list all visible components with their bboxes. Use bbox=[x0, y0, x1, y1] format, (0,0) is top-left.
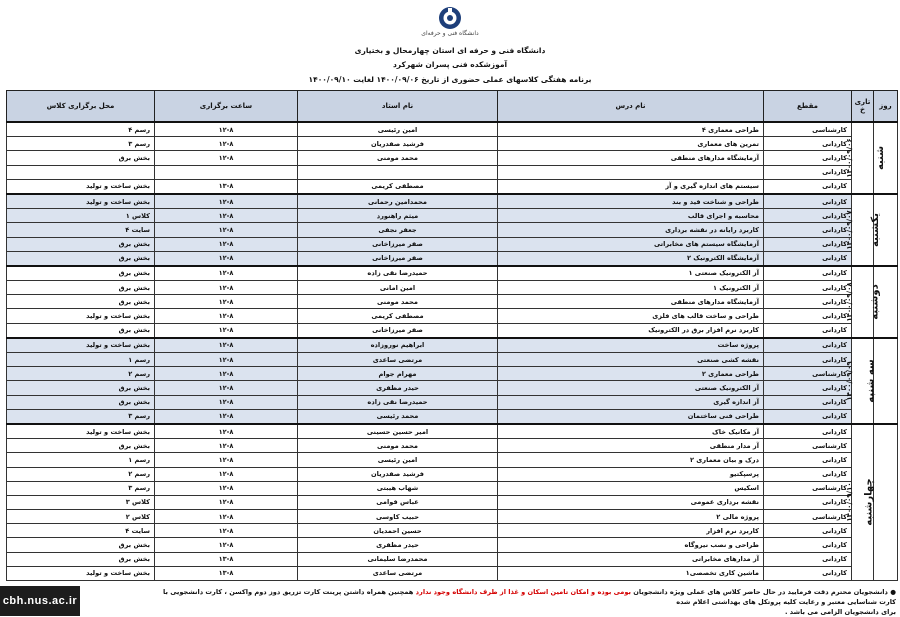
col-header-course: نام درس bbox=[498, 91, 764, 123]
cell-course bbox=[498, 165, 764, 179]
col-header-professor: نام استاد bbox=[298, 91, 498, 123]
cell-grade: کاردانی bbox=[764, 424, 852, 439]
cell-time: ۱۲-۸ bbox=[155, 237, 298, 251]
cell-time: ۱۲-۸ bbox=[155, 137, 298, 151]
cell-time: ۱۲-۸ bbox=[155, 209, 298, 223]
cell-time: ۱۲-۸ bbox=[155, 395, 298, 409]
footer-note bbox=[150, 587, 896, 617]
col-header-day: روز bbox=[874, 91, 898, 123]
col-header-grade: مقطع bbox=[764, 91, 852, 123]
table-row bbox=[7, 179, 898, 194]
cell-place: بخش ساخت و تولید bbox=[7, 194, 155, 209]
cell-course: آزمایشگاه الکترونیک ۲ bbox=[498, 251, 764, 266]
table-row bbox=[7, 151, 898, 165]
cell-grade: کارشناسی bbox=[764, 510, 852, 524]
cell-professor: محمد مومنی bbox=[298, 439, 498, 453]
cell-course: پروژه مالی ۲ bbox=[498, 510, 764, 524]
cell-professor: محمدامین رحمانی bbox=[298, 194, 498, 209]
table-row bbox=[7, 538, 898, 552]
table-row bbox=[7, 122, 898, 137]
cell-course: طراحی معماری ۲ bbox=[498, 367, 764, 381]
cell-time: ۱۲-۸ bbox=[155, 381, 298, 395]
cell-course: نقشه کشی صنعتی bbox=[498, 353, 764, 367]
cell-professor: حسین احمدیان bbox=[298, 524, 498, 538]
cell-grade: کاردانی bbox=[764, 151, 852, 165]
cell-place: بخش برق bbox=[7, 323, 155, 338]
cell-professor: امین امانی bbox=[298, 281, 498, 295]
date-label: ۱۴۰۰/۰۹/۰۸ bbox=[845, 282, 854, 322]
table-row bbox=[7, 453, 898, 467]
site-watermark[interactable]: cbh.nus.ac.ir bbox=[0, 586, 80, 616]
cell-place: بخش برق bbox=[7, 237, 155, 251]
cell-time: ۱۳-۸ bbox=[155, 552, 298, 566]
cell-grade: کاردانی bbox=[764, 251, 852, 266]
table-row bbox=[7, 266, 898, 281]
cell-place: کلاس ۳ bbox=[7, 495, 155, 509]
cell-grade: کاردانی bbox=[764, 538, 852, 552]
cell-time: ۱۲-۸ bbox=[155, 295, 298, 309]
cell-professor: مهرام جوام bbox=[298, 367, 498, 381]
table-row bbox=[7, 209, 898, 223]
cell-course: آز مدار منطقی bbox=[498, 439, 764, 453]
cell-time: ۱۲-۸ bbox=[155, 495, 298, 509]
day-label: دوشنبه bbox=[869, 284, 881, 320]
cell-time: ۱۲-۸ bbox=[155, 353, 298, 367]
cell-grade: کارشناسی bbox=[764, 439, 852, 453]
cell-course: کاربرد نرم افزار bbox=[498, 524, 764, 538]
cell-professor: محمدرضا سلیمانی bbox=[298, 552, 498, 566]
cell-place: بخش برق bbox=[7, 381, 155, 395]
cell-time: ۱۲-۸ bbox=[155, 439, 298, 453]
cell-professor: فرشید صفدریان bbox=[298, 137, 498, 151]
cell-course: طراحی معماری ۴ bbox=[498, 122, 764, 137]
table-row bbox=[7, 165, 898, 179]
cell-place: کلاس ۲ bbox=[7, 510, 155, 524]
day-cell bbox=[870, 194, 898, 266]
cell-course: سیستم های اندازه گیری و آز bbox=[498, 179, 764, 194]
cell-grade: کارشناسی bbox=[764, 122, 852, 137]
cell-place: بخش ساخت و تولید bbox=[7, 179, 155, 194]
cell-course: آز الکترونیک ۱ bbox=[498, 281, 764, 295]
cell-place: سایت ۴ bbox=[7, 524, 155, 538]
day-cell bbox=[863, 424, 898, 581]
cell-course: اسکیس bbox=[498, 481, 764, 495]
cell-time: ۱۲-۸ bbox=[155, 281, 298, 295]
cell-professor: محمد مومنی bbox=[298, 295, 498, 309]
cell-professor: میثم راهنورد bbox=[298, 209, 498, 223]
cell-grade: کاردانی bbox=[764, 495, 852, 509]
cell-course: آز الکترونیک صنعتی bbox=[498, 381, 764, 395]
cell-place: بخش برق bbox=[7, 395, 155, 409]
cell-place: رسم ۲ bbox=[7, 367, 155, 381]
document-header bbox=[0, 0, 900, 90]
table-row bbox=[7, 237, 898, 251]
cell-time: ۱۲-۸ bbox=[155, 194, 298, 209]
cell-course: نقشه برداری عمومی bbox=[498, 495, 764, 509]
date-label: ۱۴۰۰/۰۹/۰۷ bbox=[845, 210, 854, 250]
cell-grade: کاردانی bbox=[764, 453, 852, 467]
cell-course: کاربرد رایانه در نقشه برداری bbox=[498, 223, 764, 237]
table-row bbox=[7, 367, 898, 381]
cell-grade: کاردانی bbox=[764, 552, 852, 566]
cell-professor: امین رئیسی bbox=[298, 453, 498, 467]
cell-course: آزمایشگاه سیستم های مخابراتی bbox=[498, 237, 764, 251]
cell-professor: صفر میرزاخانی bbox=[298, 251, 498, 266]
cell-grade: کاردانی bbox=[764, 266, 852, 281]
date-label: ۱۴۰۰/۰۹/۰۹ bbox=[845, 361, 854, 401]
cell-professor: حمیدرضا نقی زاده bbox=[298, 395, 498, 409]
cell-time: ۱۲-۸ bbox=[155, 251, 298, 266]
cell-course: آز اندازه گیری bbox=[498, 395, 764, 409]
cell-time: ۱۲-۸ bbox=[155, 309, 298, 323]
cell-place: بخش برق bbox=[7, 538, 155, 552]
table-row bbox=[7, 137, 898, 151]
cell-time: ۱۲-۸ bbox=[155, 223, 298, 237]
cell-grade: کاردانی bbox=[764, 209, 852, 223]
header-university: دانشگاه فنی و حرفه ای استان چهارمحال و بختیاری bbox=[354, 46, 546, 55]
cell-place: بخش ساخت و تولید bbox=[7, 566, 155, 580]
cell-course: آز مدارهای مخابراتی bbox=[498, 552, 764, 566]
table-row bbox=[7, 395, 898, 409]
table-row bbox=[7, 309, 898, 323]
footer-note-c: برای دانشجویان الزامی می باشد . bbox=[784, 608, 896, 616]
cell-time: ۱۲-۸ bbox=[155, 467, 298, 481]
day-label: سه شنبه bbox=[865, 359, 877, 403]
cell-place: سایت ۴ bbox=[7, 223, 155, 237]
table-row bbox=[7, 295, 898, 309]
table-row bbox=[7, 552, 898, 566]
header-school: آموزشکده فنی پسران شهرکرد bbox=[392, 60, 508, 69]
cell-place: بخش برق bbox=[7, 295, 155, 309]
cell-professor: فرشید صفدریان bbox=[298, 467, 498, 481]
cell-time: ۱۲-۸ bbox=[155, 338, 298, 353]
table-row bbox=[7, 409, 898, 424]
cell-grade: کاردانی bbox=[764, 381, 852, 395]
cell-professor: صفر میرزاخانی bbox=[298, 323, 498, 338]
cell-course: محاسبه و اجرای قالب bbox=[498, 209, 764, 223]
table-header-row bbox=[7, 91, 898, 123]
cell-grade: کاردانی bbox=[764, 237, 852, 251]
cell-time: ۱۲-۸ bbox=[155, 367, 298, 381]
cell-professor bbox=[298, 165, 498, 179]
table-row bbox=[7, 251, 898, 266]
cell-place: بخش برق bbox=[7, 251, 155, 266]
cell-course: طراحی و ساخت قالب های فلزی bbox=[498, 309, 764, 323]
cell-place: رسم ۳ bbox=[7, 137, 155, 151]
cell-time: ۱۲-۸ bbox=[155, 122, 298, 137]
cell-course: آز مکانیک خاک bbox=[498, 424, 764, 439]
cell-course: تمرین های معماری bbox=[498, 137, 764, 151]
cell-place: بخش ساخت و تولید bbox=[7, 309, 155, 323]
cell-place: بخش برق bbox=[7, 266, 155, 281]
cell-professor: مصطفی کریمی bbox=[298, 179, 498, 194]
day-label: شنبه bbox=[874, 145, 886, 170]
cell-place: رسم ۳ bbox=[7, 481, 155, 495]
cell-place bbox=[7, 165, 155, 179]
cell-grade: کاردانی bbox=[764, 395, 852, 409]
day-cell bbox=[869, 266, 898, 338]
cell-professor: مرتضی ساعدی bbox=[298, 353, 498, 367]
cell-grade: کاردانی bbox=[764, 281, 852, 295]
header-schedule-title: برنامه هفتگی کلاسهای عملی حضوری از تاریخ ۱۴۰۰/۰۹/۰۶ لغایت ۱۴۰۰/۰۹/۱۰ bbox=[308, 75, 592, 84]
cell-course: طراحی فنی ساختمان bbox=[498, 409, 764, 424]
col-header-time: ساعت برگزاری bbox=[155, 91, 298, 123]
cell-professor: امین رئیسی bbox=[298, 122, 498, 137]
cell-time: ۱۲-۸ bbox=[155, 453, 298, 467]
cell-place: کلاس ۱ bbox=[7, 209, 155, 223]
cell-course: پروژه ساخت bbox=[498, 338, 764, 353]
cell-professor: حیدر مظفری bbox=[298, 381, 498, 395]
date-label: ۱۴۰۰/۰۹/۱۰ bbox=[845, 482, 854, 523]
logo-caption: دانشگاه فنی و حرفه‌ای bbox=[421, 30, 479, 37]
cell-course: کاربرد نرم افزار برق در الکترونیک bbox=[498, 323, 764, 338]
col-header-place: محل برگزاری کلاس bbox=[7, 91, 155, 123]
cell-place: بخش برق bbox=[7, 281, 155, 295]
table-row bbox=[7, 281, 898, 295]
cell-place: رسم ۱ bbox=[7, 353, 155, 367]
table-row bbox=[7, 223, 898, 237]
cell-place: بخش برق bbox=[7, 439, 155, 453]
cell-course: طراحی و نصب نیروگاه bbox=[498, 538, 764, 552]
cell-course: پرسپکتیو bbox=[498, 467, 764, 481]
day-label: چهارشنبه bbox=[863, 478, 875, 527]
cell-grade: کاردانی bbox=[764, 295, 852, 309]
cell-grade: کاردانی bbox=[764, 323, 852, 338]
date-label: ۱۴۰۰/۰۹/۰۶ bbox=[845, 138, 854, 178]
cell-grade: کاردانی bbox=[764, 194, 852, 209]
col-header-date: تاری خ bbox=[852, 91, 874, 123]
day-cell bbox=[865, 338, 898, 424]
cell-time bbox=[155, 165, 298, 179]
cell-time: ۱۲-۸ bbox=[155, 510, 298, 524]
table-row bbox=[7, 381, 898, 395]
cell-place: رسم ۲ bbox=[7, 467, 155, 481]
cell-professor: صفر میرزاخانی bbox=[298, 237, 498, 251]
cell-place: بخش ساخت و تولید bbox=[7, 338, 155, 353]
cell-professor: امیر حسین حسینی bbox=[298, 424, 498, 439]
table-row bbox=[7, 510, 898, 524]
cell-course: آزمایشگاه مدارهای منطقی bbox=[498, 295, 764, 309]
day-label: یکشنبه bbox=[870, 212, 882, 247]
cell-professor: حبیب کاوسی bbox=[298, 510, 498, 524]
cell-place: بخش برق bbox=[7, 151, 155, 165]
cell-professor: مصطفی کریمی bbox=[298, 309, 498, 323]
cell-grade: کاردانی bbox=[764, 353, 852, 367]
table-row bbox=[7, 566, 898, 580]
cell-grade: کاردانی bbox=[764, 566, 852, 580]
table-row bbox=[7, 353, 898, 367]
table-row bbox=[7, 467, 898, 481]
cell-professor: شهاب هیبتی bbox=[298, 481, 498, 495]
cell-professor: حمیدرضا نقی زاده bbox=[298, 266, 498, 281]
table-row bbox=[7, 495, 898, 509]
table-row bbox=[7, 338, 898, 353]
table-row bbox=[7, 323, 898, 338]
cell-professor: محمد مومنی bbox=[298, 151, 498, 165]
table-row bbox=[7, 194, 898, 209]
cell-time: ۱۲-۸ bbox=[155, 266, 298, 281]
table-row bbox=[7, 481, 898, 495]
cell-grade: کاردانی bbox=[764, 309, 852, 323]
cell-grade: کاردانی bbox=[764, 409, 852, 424]
cell-place: بخش برق bbox=[7, 552, 155, 566]
cell-time: ۱۲-۸ bbox=[155, 323, 298, 338]
cell-grade: کاردانی bbox=[764, 223, 852, 237]
cell-professor: جعفر نجفی bbox=[298, 223, 498, 237]
schedule-table bbox=[6, 90, 898, 581]
cell-grade: کارشناسی bbox=[764, 481, 852, 495]
cell-course: طراحی و شناخت قید و بند bbox=[498, 194, 764, 209]
cell-grade: کاردانی bbox=[764, 165, 852, 179]
cell-professor: محمد رئیسی bbox=[298, 409, 498, 424]
cell-time: ۱۲-۸ bbox=[155, 409, 298, 424]
cell-course: آز الکترونیک صنعتی ۱ bbox=[498, 266, 764, 281]
cell-professor: مرتضی ساعدی bbox=[298, 566, 498, 580]
cell-grade: کارشناسی bbox=[764, 367, 852, 381]
cell-grade: کاردانی bbox=[764, 338, 852, 353]
cell-grade: کاردانی bbox=[764, 137, 852, 151]
table-row bbox=[7, 524, 898, 538]
cell-place: رسم ۴ bbox=[7, 122, 155, 137]
footer-note-b: همچنین همراه داشتن پرینت کارت تزریق دوز دوم واکسن ، کارت دانشجویی با کارت شناسایی معتبر و رعایت کلیه پروتکل های بهداشتی اعلام شده bbox=[163, 588, 896, 606]
cell-time: ۱۲-۸ bbox=[155, 424, 298, 439]
table-row bbox=[7, 424, 898, 439]
cell-time: ۱۳-۸ bbox=[155, 566, 298, 580]
cell-time: ۱۲-۸ bbox=[155, 524, 298, 538]
footer-note-a: ● دانشجویان محترم دقت فرمایید در حال حاضر کلاس های عملی ویژه دانشجویان bbox=[633, 588, 896, 596]
cell-place: رسم ۳ bbox=[7, 409, 155, 424]
cell-place: بخش ساخت و تولید bbox=[7, 424, 155, 439]
cell-grade: کاردانی bbox=[764, 179, 852, 194]
cell-grade: کاردانی bbox=[764, 467, 852, 481]
cell-time: ۱۲-۸ bbox=[155, 538, 298, 552]
cell-grade: کاردانی bbox=[764, 524, 852, 538]
cell-time: ۱۲-۸ bbox=[155, 151, 298, 165]
cell-professor: عباس قوامی bbox=[298, 495, 498, 509]
day-cell bbox=[874, 122, 898, 194]
cell-course: آزمایشگاه مدارهای منطقی bbox=[498, 151, 764, 165]
table-row bbox=[7, 439, 898, 453]
cell-course: درک و بیان معماری ۲ bbox=[498, 453, 764, 467]
cell-time: ۱۳-۸ bbox=[155, 179, 298, 194]
cell-professor: حیدر مظفری bbox=[298, 538, 498, 552]
cell-professor: ابراهیم نوروزاده bbox=[298, 338, 498, 353]
cell-course: ماشین کاری تخصصی۱ bbox=[498, 566, 764, 580]
cell-time: ۱۲-۸ bbox=[155, 481, 298, 495]
cell-place: رسم ۱ bbox=[7, 453, 155, 467]
footer-note-warning: بومی بوده و امکان تامین اسکان و غذا از طرف دانشگاه وجود ندارد bbox=[415, 588, 631, 596]
university-logo-icon bbox=[437, 5, 463, 31]
